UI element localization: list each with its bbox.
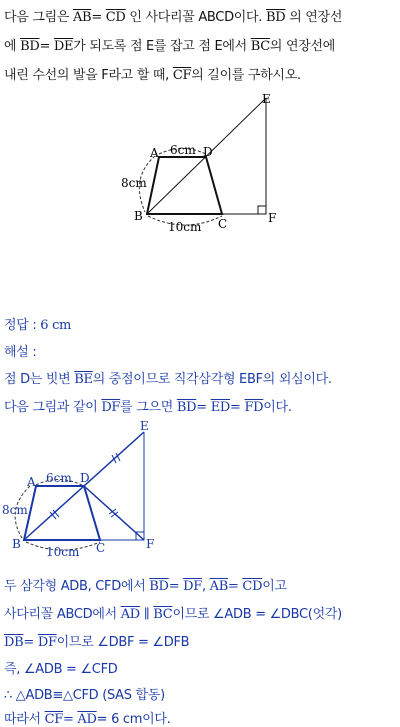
text: 가 되도록 점 E를 잡고 점 E에서 [73, 39, 251, 54]
segment-db: $\overline{DB}$ [4, 635, 24, 650]
segment-bc: $\overline{BC}$ [250, 39, 270, 54]
problem-line-3 [4, 64, 301, 83]
label-8cm: 8cm [2, 503, 28, 517]
label-a: A [27, 475, 36, 489]
explanation-line-7: ∴ △ADB≡△CFD (SAS 합동) [4, 688, 165, 703]
explanation-line-1 [4, 368, 332, 387]
answer-label: 정답 : [4, 318, 41, 333]
label-6cm: 6cm [170, 143, 196, 157]
segment-cd: $\overline{CD}$ [105, 10, 126, 25]
text: 다음 그림과 같이 [4, 400, 102, 415]
figure-2 [0, 418, 170, 566]
text: 인 사다리꼴 ABCD이다. [125, 10, 266, 25]
problem-line-1 [4, 6, 342, 25]
segment-ab: $\overline{AB}$ [209, 579, 228, 594]
parallel-sign: ∥ [139, 607, 154, 622]
text: 를 그으면 [120, 400, 177, 415]
label-8cm: 8cm [121, 176, 147, 190]
equals: = [196, 400, 211, 415]
segment-bc: $\overline{BC}$ [153, 607, 173, 622]
label-a: A [150, 146, 159, 160]
text: 이다. [263, 400, 292, 415]
trapezoid-abcd [24, 486, 100, 540]
explanation-line-5 [4, 631, 189, 650]
problem-line-2 [4, 35, 335, 54]
text: 의 중점이므로 직각삼각형 EBF의 외심이다. [92, 372, 332, 387]
label-10cm: 10cm [46, 545, 80, 559]
label-f: F [268, 211, 277, 225]
label-b: B [134, 209, 143, 223]
equals: = [230, 400, 245, 415]
label-e: E [262, 92, 271, 106]
equals: = [91, 10, 106, 25]
segment-bd: $\overline{BD}$ [20, 39, 40, 54]
text: 이므로 ∠ADB = ∠DBC(엇각) [172, 607, 342, 622]
segment-bd: $\overline{BD}$ [176, 400, 197, 415]
trapezoid-abcd [147, 157, 222, 214]
equals: = [227, 579, 243, 594]
text: 다음 그림은 [4, 10, 73, 25]
answer-line [4, 314, 71, 333]
segment-ab: $\overline{AB}$ [72, 10, 92, 25]
explanation-line-2 [4, 396, 292, 415]
text: 의 연장선에 [269, 39, 336, 54]
equals: = [23, 635, 38, 650]
explanation-line-8 [4, 708, 170, 727]
segment-bd: $\overline{BD}$ [149, 579, 169, 594]
equals: = [168, 579, 184, 594]
label-d: D [80, 471, 90, 485]
text: 이므로 ∠DBF = ∠DFB [56, 635, 190, 650]
explanation-line-4 [4, 603, 342, 622]
segment-df: $\overline{DF}$ [37, 635, 57, 650]
segment-fd: $\overline{FD}$ [244, 400, 264, 415]
text: 내린 수선의 발을 F라고 할 때, [4, 68, 173, 83]
segment-cf: $\overline{CF}$ [44, 712, 63, 727]
segment-cd: $\overline{CD}$ [242, 579, 263, 594]
label-6cm: 6cm [46, 471, 72, 485]
segment-bd: $\overline{BD}$ [265, 10, 286, 25]
label-c: C [218, 217, 228, 231]
right-angle-mark [258, 206, 266, 214]
segment-be: $\overline{BE}$ [74, 372, 93, 387]
explanation-label: 해설 : [4, 345, 37, 360]
segment-de: $\overline{DE}$ [53, 39, 74, 54]
segment-ed: $\overline{ED}$ [210, 400, 231, 415]
label-c: C [96, 541, 106, 555]
label-d: D [203, 145, 213, 159]
segment-df: $\overline{DF}$ [183, 579, 202, 594]
label-f: F [146, 537, 155, 551]
text: 의 연장선 [285, 10, 343, 25]
explanation-line-3 [4, 575, 287, 594]
segment-ad: $\overline{AD}$ [120, 607, 140, 622]
segment-df: $\overline{DF}$ [101, 400, 121, 415]
explanation-line-6: 즉, ∠ADB = ∠CFD [4, 662, 118, 677]
text: 사다리꼴 ABCD에서 [4, 607, 121, 622]
text: 에 [4, 39, 21, 54]
figure-1 [110, 88, 290, 238]
label-10cm: 10cm [168, 220, 202, 234]
text: 따라서 [4, 712, 45, 727]
segment-cf: $\overline{CF}$ [172, 68, 192, 83]
text: 점 D는 빗변 [4, 372, 75, 387]
text: 두 삼각형 ADB, CFD에서 [4, 579, 150, 594]
equals: = [39, 39, 54, 54]
text: 의 길이를 구하시오. [191, 68, 301, 83]
text: = 6 cm이다. [96, 712, 171, 727]
answer-value: 6 cm [40, 318, 72, 333]
segment-ad: $\overline{AD}$ [77, 712, 97, 727]
equals: = [62, 712, 78, 727]
label-e: E [140, 419, 149, 433]
label-b: B [12, 537, 21, 551]
text: 이고 [262, 579, 287, 594]
text: , [201, 579, 210, 594]
